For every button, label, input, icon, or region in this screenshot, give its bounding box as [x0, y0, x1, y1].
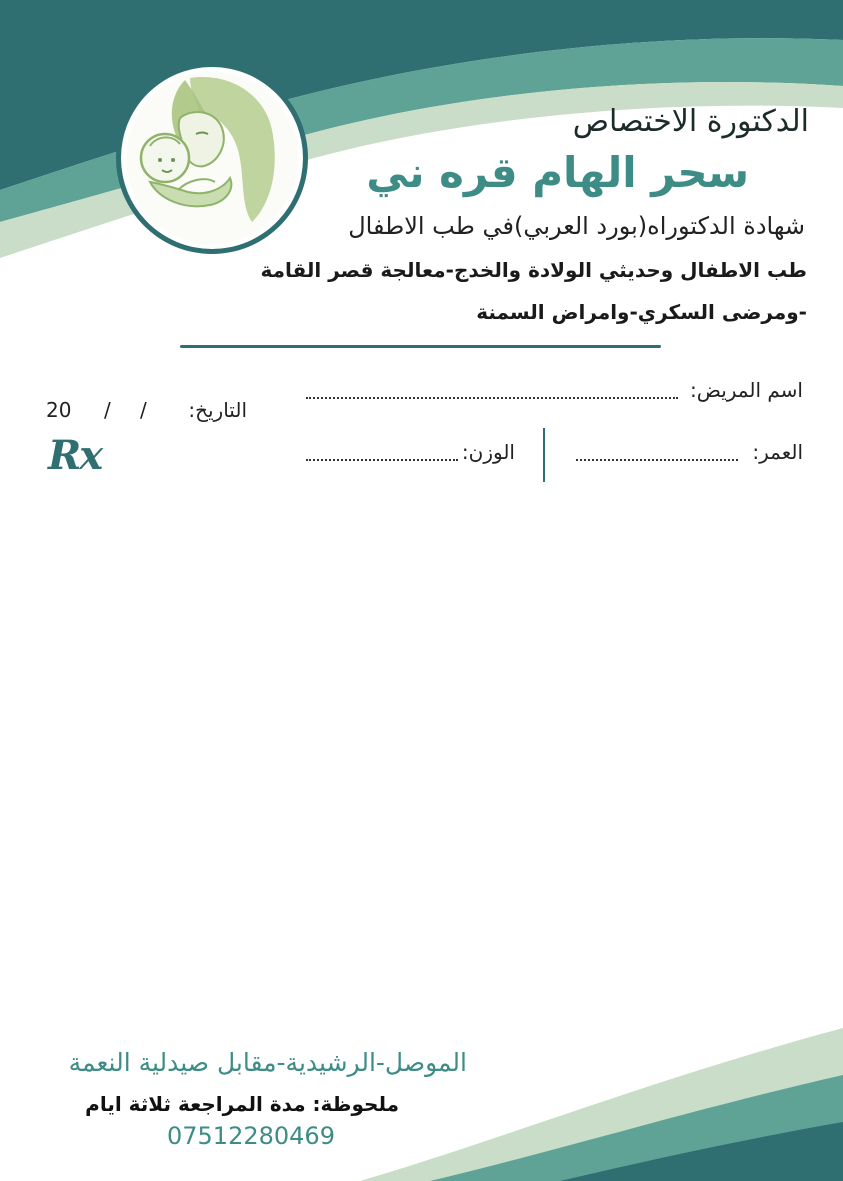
weight-field[interactable]	[306, 459, 458, 461]
patient-name-label: اسم المريض:	[689, 378, 803, 402]
clinic-address: الموصل-الرشيدية-مقابل صيدلية النعمة	[68, 1048, 467, 1077]
specialties-line-2: -ومرضى السكري-وامراض السمنة	[476, 300, 807, 324]
header-divider	[180, 345, 661, 348]
date-year-prefix: 20	[46, 398, 72, 422]
board-certificate: شهادة الدكتوراه(بورد العربي)في طب الاطفال	[348, 212, 805, 240]
phone-number: 07512280469	[167, 1122, 335, 1150]
field-separator	[543, 428, 545, 482]
date-slash: /	[140, 398, 147, 422]
doctor-name: سحر الهام قره ني	[366, 148, 749, 197]
date-slash: /	[104, 398, 111, 422]
specialties-line-1: طب الاطفال وحديثي الولادة والخدج-معالجة قصر القامة	[260, 258, 807, 282]
rx-symbol: Rx	[48, 432, 102, 479]
weight-label: الوزن:	[461, 440, 515, 464]
age-label: العمر:	[752, 440, 803, 464]
review-note: ملحوظة: مدة المراجعة ثلاثة ايام	[85, 1092, 399, 1116]
patient-name-field[interactable]	[306, 397, 678, 399]
title-line: الدكتورة الاختصاص	[572, 104, 809, 139]
age-field[interactable]	[576, 459, 738, 461]
mother-baby-logo-icon	[116, 62, 308, 254]
date-label: التاريخ:	[188, 398, 247, 422]
